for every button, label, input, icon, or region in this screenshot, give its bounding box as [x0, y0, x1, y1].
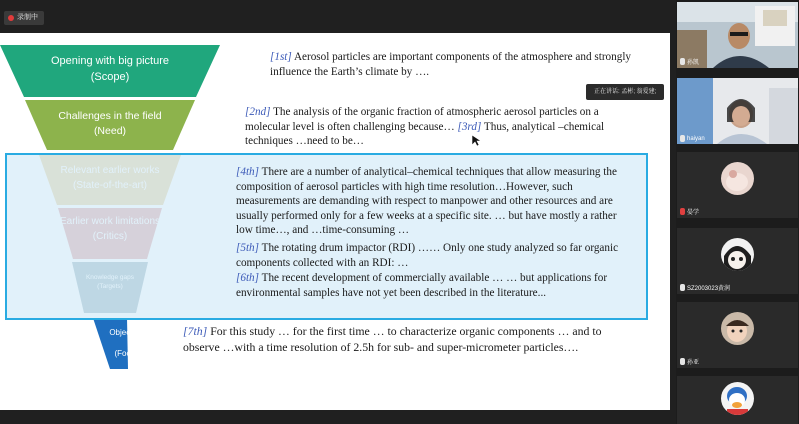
funnel-title: Objectives: [109, 328, 147, 337]
paragraph-text: For this study … for the first time … to characterize organic components … and to observe …with a time resolution of 2.5h for sub- and super-micrometer particles….: [183, 324, 602, 354]
record-dot-icon: [8, 15, 14, 21]
participant-name: 晏学: [687, 210, 700, 216]
participant-name-row: [680, 57, 699, 66]
participant-name: 孙凯: [687, 60, 700, 66]
paragraph-6th: [236, 271, 636, 300]
funnel-sub: (Focus): [114, 348, 142, 358]
paragraph-1: [270, 50, 650, 79]
paragraph-2: [245, 105, 645, 149]
citation-ref: [5th]: [236, 242, 260, 254]
avatar-image: [721, 162, 754, 195]
mic-icon: [680, 58, 685, 65]
avatar: [721, 238, 754, 271]
avatar: [721, 162, 754, 195]
mic-icon: [680, 135, 685, 142]
funnel-label-focus: [88, 323, 168, 365]
avatar-image: [721, 312, 754, 345]
citation-ref: [1st]: [270, 51, 292, 63]
participant-tile[interactable]: [677, 228, 798, 294]
paragraph-7th: [183, 323, 623, 355]
participant-name: SZ2003023黄润: [687, 286, 731, 292]
speaking-label: 正在讲话: 孟彬; 翁爱建;: [594, 89, 657, 95]
paragraph-text: The recent development of commercially available … … but applications for environmental samples have not yet been described in the literature...: [236, 272, 608, 299]
funnel-title: Opening with big picture: [50, 55, 169, 67]
presentation-slide: [0, 33, 670, 410]
paragraph-5th: [236, 241, 636, 270]
funnel-label-scope: [24, 54, 196, 86]
mouse-cursor-icon: [472, 135, 482, 147]
avatar: [721, 382, 754, 415]
mic-icon: [680, 284, 685, 291]
funnel-label-need: [40, 109, 180, 139]
participant-name: haiyan: [687, 135, 705, 142]
avatar-image: [721, 382, 754, 415]
funnel-sub: (Scope): [90, 70, 130, 83]
funnel-sub: (Need): [93, 125, 127, 138]
citation-ref: [7th]: [183, 324, 208, 338]
avatar-image: [721, 238, 754, 271]
recording-label: 录制中: [17, 14, 38, 21]
paragraph-text: Aerosol particles are important components of the atmosphere and strongly influence the Earth’s climate by ….: [270, 51, 632, 78]
paragraph-text: There are a number of analytical–chemical techniques that allow measuring the composition of aerosol particles with high time resolution…However, such measurements are demanding with respect to manpower and other resources and are usually performed only for a few weeks at a specific site. … but have mostly a rather low time…, and …time-consuming …: [236, 166, 617, 237]
paragraph-text: The rotating drum impactor (RDI) …… Only one study analyzed so far organic components collected with an RDI: …: [236, 242, 619, 269]
participant-tile[interactable]: [677, 152, 798, 218]
citation-ref: [6th]: [236, 272, 260, 284]
paragraph-4th: [236, 165, 636, 238]
participant-name-row: [680, 207, 699, 216]
recording-badge[interactable]: [4, 11, 44, 25]
participant-tile[interactable]: [677, 2, 798, 68]
citation-ref: [2nd]: [245, 106, 271, 118]
participant-name-row: [680, 283, 730, 292]
mic-muted-icon: [680, 208, 685, 215]
participant-name-row: [680, 135, 705, 142]
participant-sidebar: [676, 0, 799, 424]
funnel-title: Challenges in the field: [58, 110, 162, 122]
speaking-indicator: [586, 84, 664, 100]
participant-name-row: [680, 357, 699, 366]
paragraph-text: The analysis of the organic fraction of atmospheric aerosol particles on a molecular level is often challenging because…: [245, 106, 599, 133]
participant-tile[interactable]: [677, 78, 798, 144]
participant-tile[interactable]: [677, 376, 798, 424]
citation-ref: [4th]: [236, 166, 260, 178]
citation-ref: [3rd]: [457, 120, 482, 133]
mic-icon: [680, 358, 685, 365]
avatar: [721, 312, 754, 345]
participant-tile[interactable]: [677, 302, 798, 368]
participant-name: 孙亚: [687, 360, 700, 366]
paragraph-text: Thus, analytical –chemical techniques …need to be…: [245, 120, 605, 148]
